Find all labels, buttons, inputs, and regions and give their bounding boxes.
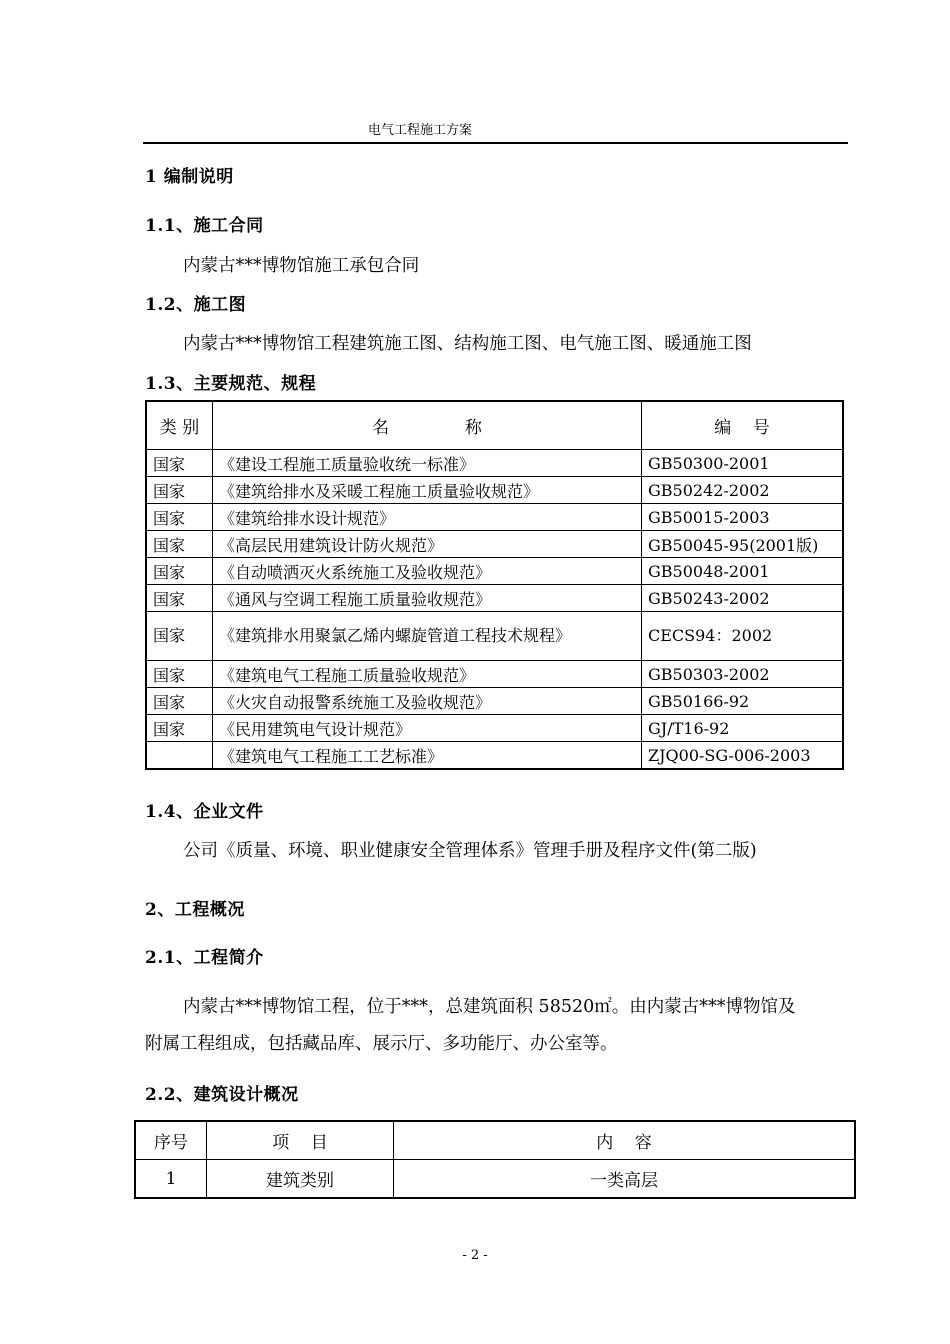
running-header: 电气工程施工方案 (368, 123, 473, 138)
heading-1-4: 1.4、企业文件 (145, 802, 264, 822)
cell-category: 国家 (146, 558, 213, 585)
cell-category: 国家 (146, 585, 213, 612)
table-row (146, 688, 843, 715)
table-row (146, 477, 843, 504)
cell-category: 国家 (146, 531, 213, 558)
cell-code: GB50045-95(2001版) (642, 531, 844, 558)
table-row (146, 504, 843, 531)
header-category: 类 别 (146, 401, 213, 450)
cell-name: 《建筑给排水及采暖工程施工质量验收规范》 (213, 477, 642, 504)
cell-name: 《通风与空调工程施工质量验收规范》 (213, 585, 642, 612)
heading-2: 2、工程概况 (145, 900, 245, 920)
cell-category: 国家 (146, 661, 213, 688)
heading-2-1: 2.1、工程简介 (145, 948, 264, 968)
standards-table (145, 400, 844, 770)
cell-category (146, 742, 213, 770)
heading-1-1: 1.1、施工合同 (145, 216, 264, 236)
cell-name: 《建筑电气工程施工质量验收规范》 (213, 661, 642, 688)
cell-index: 1 (135, 1160, 207, 1199)
cell-code: GB50243-2002 (642, 585, 844, 612)
cell-name: 《自动喷洒灭火系统施工及验收规范》 (213, 558, 642, 585)
header-name: 名 称 (213, 401, 642, 450)
cell-name: 《建设工程施工质量验收统一标准》 (213, 450, 642, 477)
cell-category: 国家 (146, 477, 213, 504)
cell-code: GB50303-2002 (642, 661, 844, 688)
cell-category: 国家 (146, 612, 213, 661)
enterprise-doc-text: 公司《质量、环境、职业健康安全管理体系》管理手册及程序文件(第二版) (183, 841, 757, 861)
cell-code: ZJQ00-SG-006-2003 (642, 742, 844, 770)
cell-name: 《火灾自动报警系统施工及验收规范》 (213, 688, 642, 715)
design-table (134, 1120, 856, 1199)
table-header-row (135, 1121, 855, 1160)
page-number: - 2 - (462, 1248, 488, 1263)
heading-2-2: 2.2、建筑设计概况 (145, 1085, 299, 1105)
header-content: 内 容 (394, 1121, 856, 1160)
overview-text-line2: 附属工程组成，包括藏品库、展示厅、多功能厅、办公室等。 (145, 1034, 618, 1054)
cell-name: 《建筑给排水设计规范》 (213, 504, 642, 531)
table-row (146, 715, 843, 742)
cell-content: 一类高层 (394, 1160, 856, 1199)
header-code: 编 号 (642, 401, 844, 450)
cell-code: GB50300-2001 (642, 450, 844, 477)
overview-text-line1: 内蒙古***博物馆工程，位于***，总建筑面积 58520㎡。由内蒙古***博物馆及 (183, 997, 796, 1017)
cell-code: GB50242-2002 (642, 477, 844, 504)
table-row (146, 612, 843, 661)
cell-category: 国家 (146, 688, 213, 715)
table-row (146, 558, 843, 585)
table-row (135, 1160, 855, 1199)
cell-category: 国家 (146, 715, 213, 742)
cell-name: 《民用建筑电气设计规范》 (213, 715, 642, 742)
contract-text: 内蒙古***博物馆施工承包合同 (183, 256, 420, 276)
heading-1-3: 1.3、主要规范、规程 (145, 374, 317, 394)
cell-code: GB50048-2001 (642, 558, 844, 585)
cell-code: GB50015-2003 (642, 504, 844, 531)
cell-code: GJ/T16-92 (642, 715, 844, 742)
header-rule (143, 142, 848, 144)
table-row (146, 661, 843, 688)
cell-name: 《建筑排水用聚氯乙烯内螺旋管道工程技术规程》 (213, 612, 642, 661)
table-row (146, 742, 843, 770)
table-row (146, 450, 843, 477)
header-index: 序号 (135, 1121, 207, 1160)
cell-code: CECS94：2002 (642, 612, 844, 661)
heading-1: 1 编制说明 (145, 167, 234, 187)
header-item: 项 目 (207, 1121, 394, 1160)
cell-category: 国家 (146, 504, 213, 531)
cell-code: GB50166-92 (642, 688, 844, 715)
drawings-text: 内蒙古***博物馆工程建筑施工图、结构施工图、电气施工图、暖通施工图 (183, 334, 752, 354)
heading-1-2: 1.2、施工图 (145, 295, 247, 315)
table-row (146, 531, 843, 558)
cell-category: 国家 (146, 450, 213, 477)
cell-item: 建筑类别 (207, 1160, 394, 1199)
cell-name: 《建筑电气工程施工工艺标准》 (213, 742, 642, 770)
table-header-row (146, 401, 843, 450)
table-row (146, 585, 843, 612)
cell-name: 《高层民用建筑设计防火规范》 (213, 531, 642, 558)
